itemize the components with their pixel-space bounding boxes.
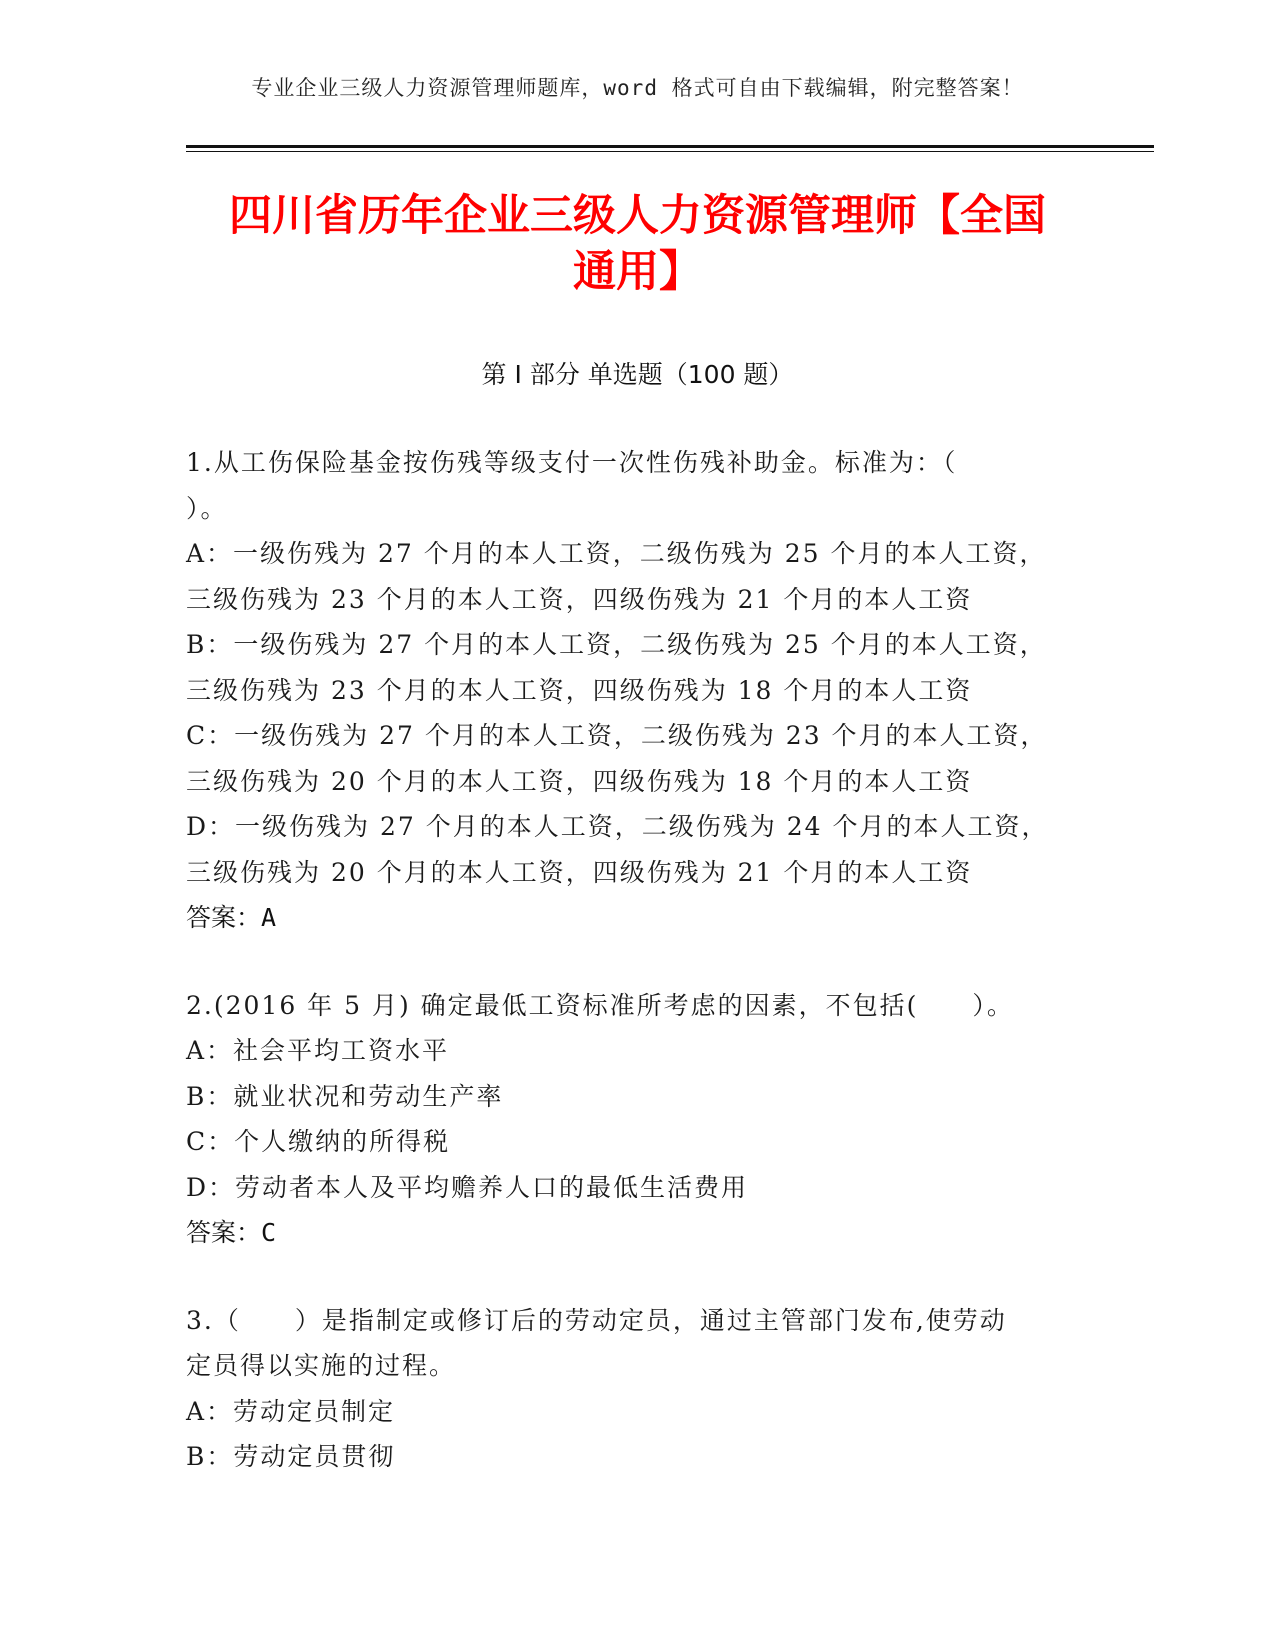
answer-line xyxy=(186,1210,1086,1256)
question-1 xyxy=(186,440,1086,941)
answer-line xyxy=(186,895,1086,941)
option-c: C：一级伤残为 27 个月的本人工资，二级伤残为 23 个月的本人工资， xyxy=(186,721,1048,750)
option-a: A：劳动定员制定 xyxy=(186,1396,396,1426)
question-3 xyxy=(186,1298,1086,1480)
answer-label: 答案： xyxy=(186,1218,262,1247)
option-c: C：个人缴纳的所得税 xyxy=(186,1127,451,1156)
question-stem: 1.从工伤保险基金按伤残等级支付一次性伤残补助金。标准为：（ xyxy=(186,448,958,477)
header-rule-thick xyxy=(186,145,1154,148)
answer-value: A xyxy=(261,903,277,932)
option-a: 三级伤残为 23 个月的本人工资，四级伤残为 21 个月的本人工资 xyxy=(186,584,973,614)
option-d: 三级伤残为 20 个月的本人工资，四级伤残为 21 个月的本人工资 xyxy=(186,857,973,887)
document-title-line-1: 四川省历年企业三级人力资源管理师【全国 xyxy=(229,191,1046,241)
header-note: 专业企业三级人力资源管理师题库，word 格式可自由下载编辑，附完整答案！ xyxy=(251,76,1024,100)
option-b: 三级伤残为 23 个月的本人工资，四级伤残为 18 个月的本人工资 xyxy=(186,675,973,705)
document-title xyxy=(150,188,1125,300)
answer-label: 答案： xyxy=(186,903,262,932)
document-title-line-2: 通用】 xyxy=(573,247,702,297)
option-d: D：劳动者本人及平均赡养人口的最低生活费用 xyxy=(186,1172,749,1202)
answer-value: C xyxy=(261,1218,277,1247)
option-a: A：一级伤残为 27 个月的本人工资，二级伤残为 25 个月的本人工资， xyxy=(186,539,1047,568)
question-stem: 2.(2016 年 5 月) 确定最低工资标准所考虑的因素，不包括( ）。 xyxy=(186,990,1014,1020)
option-b: B：一级伤残为 27 个月的本人工资，二级伤残为 25 个月的本人工资， xyxy=(186,630,1047,659)
question-stem: ）。 xyxy=(186,493,228,523)
header-rule-thin xyxy=(186,151,1154,152)
option-c: 三级伤残为 20 个月的本人工资，四级伤残为 18 个月的本人工资 xyxy=(186,766,973,796)
question-2 xyxy=(186,983,1086,1256)
section-title: 第 I 部分 单选题（100 题） xyxy=(481,360,794,389)
option-d: D：一级伤残为 27 个月的本人工资，二级伤残为 24 个月的本人工资， xyxy=(186,812,1049,841)
question-stem: 定员得以实施的过程。 xyxy=(186,1351,457,1380)
option-a: A：社会平均工资水平 xyxy=(186,1036,450,1065)
question-list xyxy=(186,440,1086,1522)
option-b: B：就业状况和劳动生产率 xyxy=(186,1081,504,1111)
option-b: B：劳动定员贯彻 xyxy=(186,1442,396,1471)
question-stem: 3.（ ）是指制定或修订后的劳动定员，通过主管部门发布,使劳动 xyxy=(186,1305,1007,1335)
